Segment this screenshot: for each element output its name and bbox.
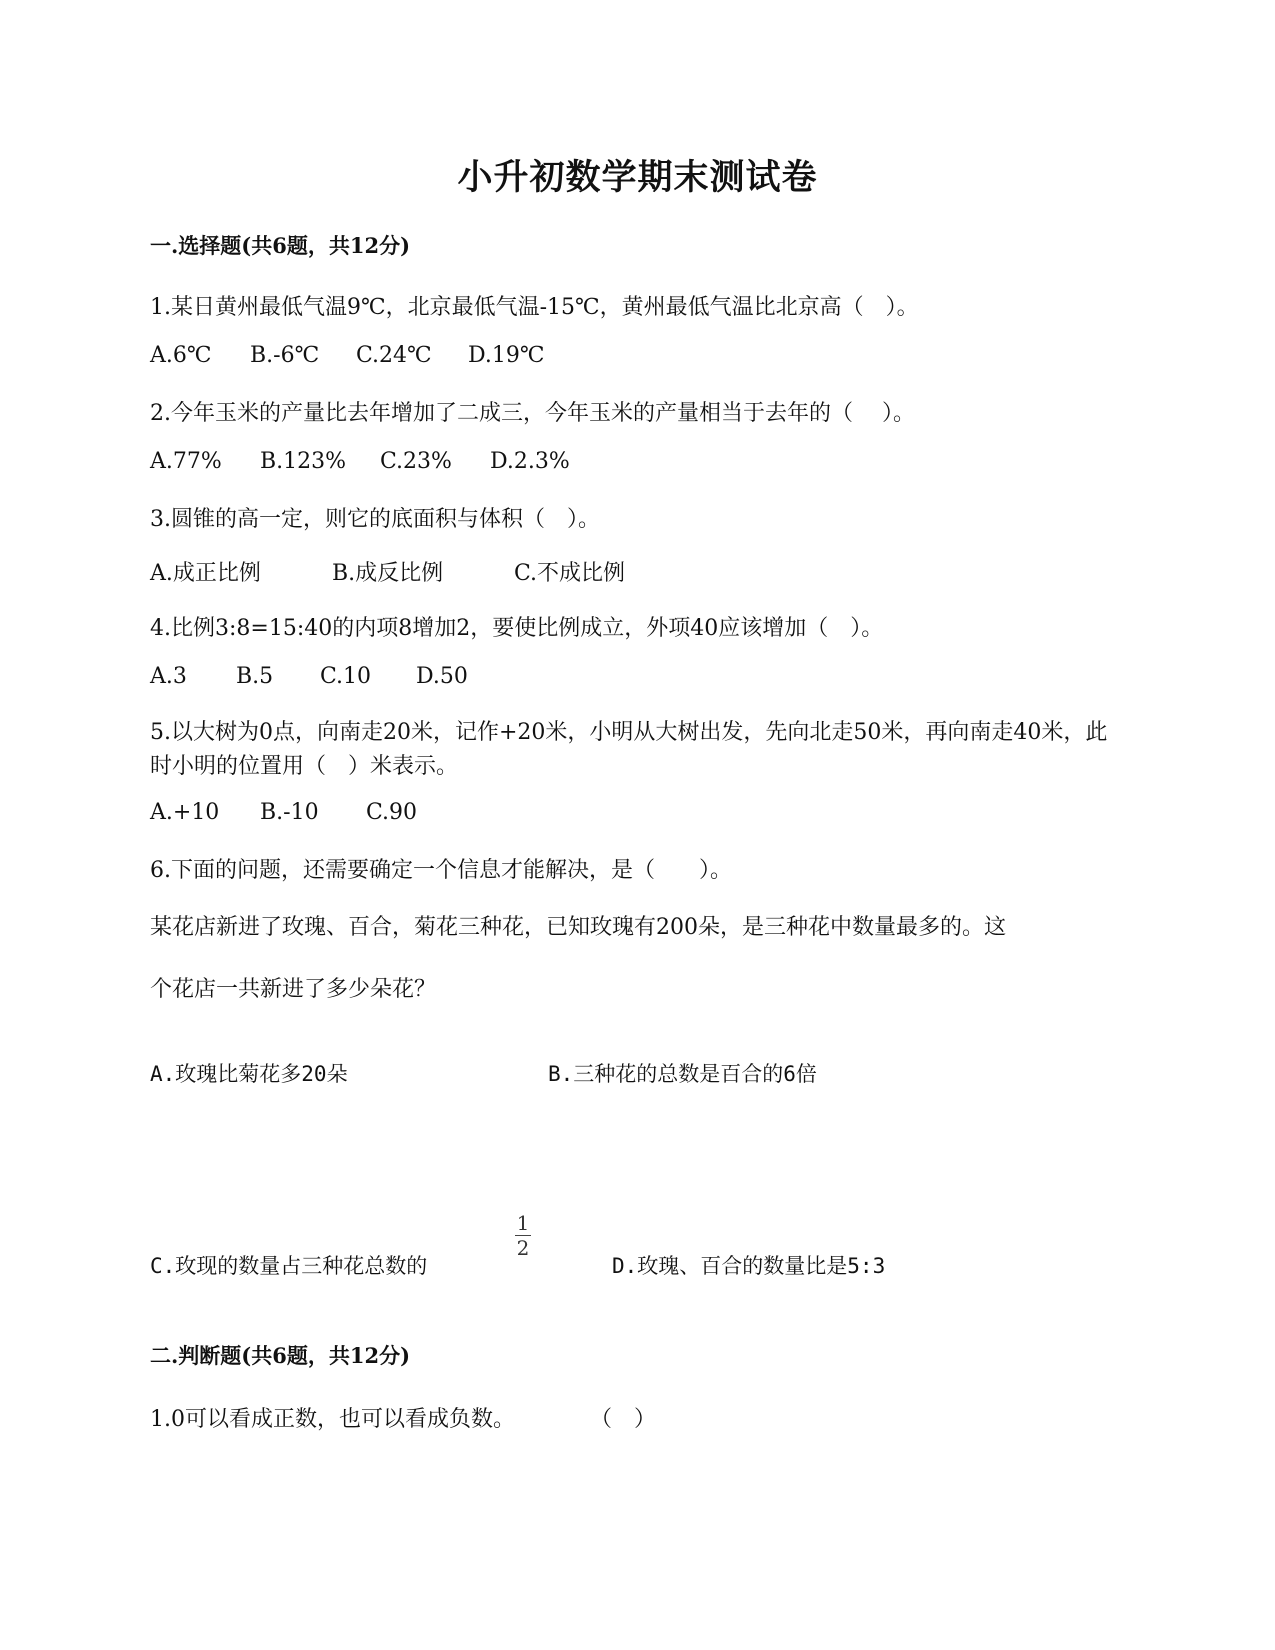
question-6-passage-line-2: 个花店一共新进了多少朵花？: [150, 977, 437, 1002]
option-d: D.2.3%: [490, 449, 570, 474]
question-2: 2.今年玉米的产量比去年增加了二成三，今年玉米的产量相当于去年的（ ）。: [150, 401, 915, 426]
option-b: B.-10: [260, 800, 319, 825]
fraction-denominator: 2: [516, 1236, 530, 1260]
question-2-options: [150, 449, 570, 474]
option-c: C.90: [366, 800, 418, 825]
section-heading-judgment: 二.判断题(共6题，共12分): [150, 1343, 411, 1368]
option-b: B.成反比例: [332, 561, 444, 586]
option-d: D.50: [416, 664, 468, 689]
question-1-options: [150, 343, 544, 368]
option-c: C.23%: [380, 449, 452, 474]
judgment-question-1: 1.0可以看成正数，也可以看成负数。: [150, 1407, 515, 1432]
option-d: D.玫瑰、百合的数量比是5:3: [612, 1254, 886, 1278]
answer-blank: （ ）: [590, 1407, 657, 1432]
fraction-one-half: [512, 1212, 534, 1259]
fraction-numerator: 1: [516, 1211, 530, 1235]
page-title: 小升初数学期末测试卷: [457, 157, 818, 198]
option-a: A.玫瑰比菊花多20朵: [150, 1062, 348, 1086]
option-c: C.不成比例: [514, 561, 626, 586]
question-4-options: [150, 664, 468, 689]
option-a: A.3: [150, 664, 187, 689]
option-b: B.三种花的总数是百合的6倍: [548, 1062, 817, 1086]
option-b: B.123%: [260, 449, 347, 474]
option-c: C.24℃: [356, 343, 432, 368]
question-6-passage-line-1: 某花店新进了玫瑰、百合，菊花三种花，已知玫瑰有200朵，是三种花中数量最多的。这: [150, 915, 1006, 940]
option-b: B.-6℃: [250, 343, 320, 368]
question-5-options: [150, 800, 417, 825]
section-heading-choice: 一.选择题(共6题，共12分): [150, 233, 411, 258]
question-5: 5.以大树为0点，向南走20米，记作+20米，小明从大树出发，先向北走50米，再向南走40米，此时小明的位置用（ ）米表示。: [150, 720, 1108, 779]
question-4: 4.比例3:8=15:40的内项8增加2，要使比例成立，外项40应该增加（ ）。: [150, 616, 884, 641]
option-c: C.10: [320, 664, 372, 689]
option-c: C.玫现的数量占三种花总数的: [150, 1254, 428, 1278]
question-6: 6.下面的问题，还需要确定一个信息才能解决，是（ ）。: [150, 858, 732, 883]
option-a: A.6℃: [150, 343, 212, 368]
option-b: B.5: [236, 664, 274, 689]
question-1: 1.某日黄州最低气温9℃，北京最低气温-15℃，黄州最低气温比北京高（ ）。: [150, 295, 919, 320]
option-a: A.成正比例: [150, 561, 261, 586]
option-a: A.+10: [150, 800, 220, 825]
option-a: A.77%: [150, 449, 222, 474]
question-3: 3.圆锥的高一定，则它的底面积与体积（ ）。: [150, 507, 600, 532]
question-3-options: [150, 556, 625, 587]
option-d: D.19℃: [468, 343, 545, 368]
